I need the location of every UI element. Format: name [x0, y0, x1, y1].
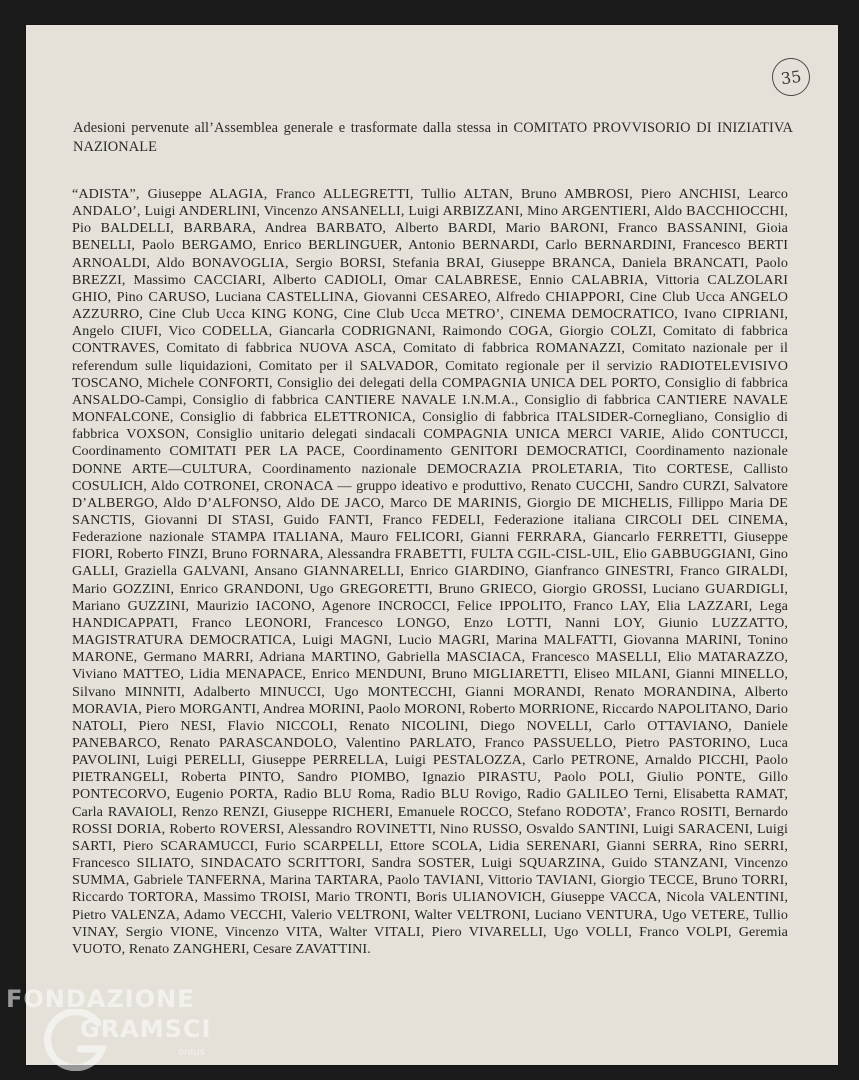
page-number-stamp: [770, 56, 813, 99]
watermark-line-2: GRAMSCI: [80, 1015, 212, 1043]
document-page: [26, 25, 838, 1065]
watermark-subtitle: onlus: [178, 1047, 205, 1058]
page-number: 35: [779, 66, 803, 88]
archive-watermark: [6, 985, 226, 1075]
adherents-list: “ADISTA”, Giuseppe ALAGIA, Franco ALLEGRETTI, Tullio ALTAN, Bruno AMBROSI, Piero ANCHISI, Learco ANDALO’, Luigi ANDERLINI, Vincenzo ANSANELLI, Luigi ARBIZZANI, Mino ARGENTIERI, Aldo BACCHIOCCHI, Pio BALDELLI, BARBARA, Andrea BARBATO, Alberto BARDI, Mario BARONI, Franco BASSANINI, Gioia BENELLI, Paolo BERGAMO, Enrico BERLINGUER, Antonio BERNARDI, Carlo BERNARDINI, Francesco BERTI ARNOALDI, Aldo BONAVOGLIA, Sergio BORSI, Stefania BRAI, Giuseppe BRANCA, Daniela BRANCATI, Paolo BREZZI, Massimo CACCIARI, Alberto CADIOLI, Omar CALABRESE, Ennio CALABRIA, Vittoria CALZOLARI GHIO, Pino CARUSO, Luciana CASTELLINA, Giovanni CESAREO, Alfredo CHIAPPORI, Cine Club Ucca ANGELO AZZURRO, Cine Club Ucca KING KONG, Cine Club Ucca METRO’, CINEMA DEMOCRATICO, Ivano CIPRIANI, Angelo CIUFI, Vico CODELLA, Giancarla CODRIGNANI, Raimondo COGA, Giorgio COLZI, Comitato di fabbrica CONTRAVES, Comitato di fabbrica NUOVA ASCA, Comitato di fabbrica ROMANAZZI, Comitato nazionale per il referendum sulle liquidazioni, Comitato per il SALVADOR, Comitato regionale per il servizio RADIOTELEVISIVO TOSCANO, Michele CONFORTI, Consiglio dei delegati della COMPAGNIA UNICA DEL PORTO, Consiglio di fabbrica ANSALDO-Campi, Consiglio di fabbrica CANTIERE NAVALE I.N.M.A., Consiglio di fabbrica CANTIERE NAVALE MONFALCONE, Consiglio di fabbrica ELETTRONICA, Consiglio di fabbrica ITALSIDER-Cornegliano, Consiglio di fabbrica VOXSON, Consiglio unitario delegati sindacali COMPAGNIA UNICA MERCI VARIE, Alido CONTUCCI, Coordinamento COMITATI PER LA PACE, Coordinamento GENITORI DEMOCRATICI, Coordinamento nazionale DONNE ARTE—CULTURA, Coordinamento nazionale DEMOCRAZIA PROLETARIA, Tito CORTESE, Callisto COSULICH, Aldo COTRONEI, CRONACA — gruppo ideativo e produttivo, Renato CUCCHI, Sandro CURZI, Salvatore D’ALBERGO, Aldo D’ALFONSO, Aldo DE JACO, Marco DE MARINIS, Giorgio DE MICHELIS, Fillippo Maria DE SANCTIS, Giovanni DI STASI, Guido FANTI, Franco FEDELI, Federazione italiana CIRCOLI DEL CINEMA, Federazione nazionale STAMPA ITALIANA, Mauro FELICORI, Gianni FERRARA, Giancarlo FERRETTI, Giuseppe FIORI, Roberto FINZI, Bruno FORNARA, Alessandra FRABETTI, FULTA CGIL-CISL-UIL, Elio GABBUGGIANI, Gino GALLI, Graziella GALVANI, Ansano GIANNARELLI, Enrico GIARDINO, Gianfranco GINESTRI, Franco GIRALDI, Mario GOZZINI, Enrico GRANDONI, Ugo GREGORETTI, Bruno GRIECO, Giorgio GROSSI, Luciano GUARDIGLI, Mariano GUZZINI, Maurizio IACONO, Agenore INCROCCI, Felice IPPOLITO, Franco LAY, Elia LAZZARI, Lega HANDICAPPATI, Franco LEONORI, Francesco LONGO, Enzo LOTTI, Nanni LOY, Giunio LUZZATTO, MAGISTRATURA DEMOCRATICA, Luigi MAGNI, Lucio MAGRI, Marina MALFATTI, Giovanna MARINI, Tonino MARONE, Germano MARRI, Adriana MARTINO, Gabriella MASCIACA, Francesco MASELLI, Elio MATARAZZO, Viviano MATTEO, Lidia MENAPACE, Enrico MENDUNI, Bruno MIGLIARETTI, Eliseo MILANI, Gianni MINELLO, Silvano MINNITI, Adalberto MINUCCI, Ugo MONTECCHI, Gianni MORANDI, Renato MORANDINA, Alberto MORAVIA, Piero MORGANTI, Andrea MORINI, Paolo MORONI, Roberto MORRIONE, Riccardo NAPOLITANO, Dario NATOLI, Piero NESI, Flavio NICCOLI, Renato NICOLINI, Diego NOVELLI, Carlo OTTAVIANO, Daniele PANEBARCO, Renato PARASCANDOLO, Valentino PARLATO, Franco PASSUELLO, Pietro PASTORINO, Luca PAVOLINI, Luigi PERELLI, Giuseppe PERRELLA, Luigi PESTALOZZA, Carlo PETRONE, Arnaldo PICCHI, Paolo PIETRANGELI, Roberta PINTO, Sandro PIOMBO, Ignazio PIRASTU, Paolo POLI, Giulio PONTE, Gillo PONTECORVO, Eugenio PORTA, Radio BLU Roma, Radio BLU Rovigo, Radio GALILEO Terni, Elisabetta RAMAT, Carla RAVAIOLI, Renzo RENZI, Giuseppe RICHERI, Emanuele ROCCO, Stefano RODOTA’, Franco ROSITI, Bernardo ROSSI DORIA, Roberto ROVERSI, Alessandro ROVINETTI, Nino RUSSO, Osvaldo SANTINI, Luigi SARACENI, Luigi SARTI, Piero SCARAMUCCI, Furio SCARPELLI, Ettore SCOLA, Lidia SERENARI, Gianni SERRA, Rino SERRI, Francesco SILIATO, SINDACATO SCRITTORI, Sandra SOSTER, Luigi SQUARZINA, Guido STANZANI, Vincenzo SUMMA, Gabriele TANFERNA, Marina TARTARA, Paolo TAVIANI, Vittorio TAVIANI, Giorgio TECCE, Bruno TORRI, Riccardo TORTORA, Massimo TROISI, Mario TRONTI, Boris ULIANOVICH, Giuseppe VACCA, Nicola VALENTINI, Pietro VALENZA, Adamo VECCHI, Valerio VELTRONI, Walter VELTRONI, Luciano VENTURA, Ugo VETERE, Tullio VINAY, Sergio VIONE, Vincenzo VITA, Walter VITALI, Piero VIVARELLI, Ugo VOLLI, Franco VOLPI, Geremia VUOTO, Renato ZANGHERI, Cesare ZAVATTINI.: [72, 186, 788, 957]
document-heading: Adesioni pervenute all’Assemblea generale e trasformate dalla stessa in COMITATO PROVVISORIO DI INIZIATIVA NAZIONALE: [73, 120, 793, 155]
watermark-line-1: FONDAZIONE: [6, 985, 195, 1013]
